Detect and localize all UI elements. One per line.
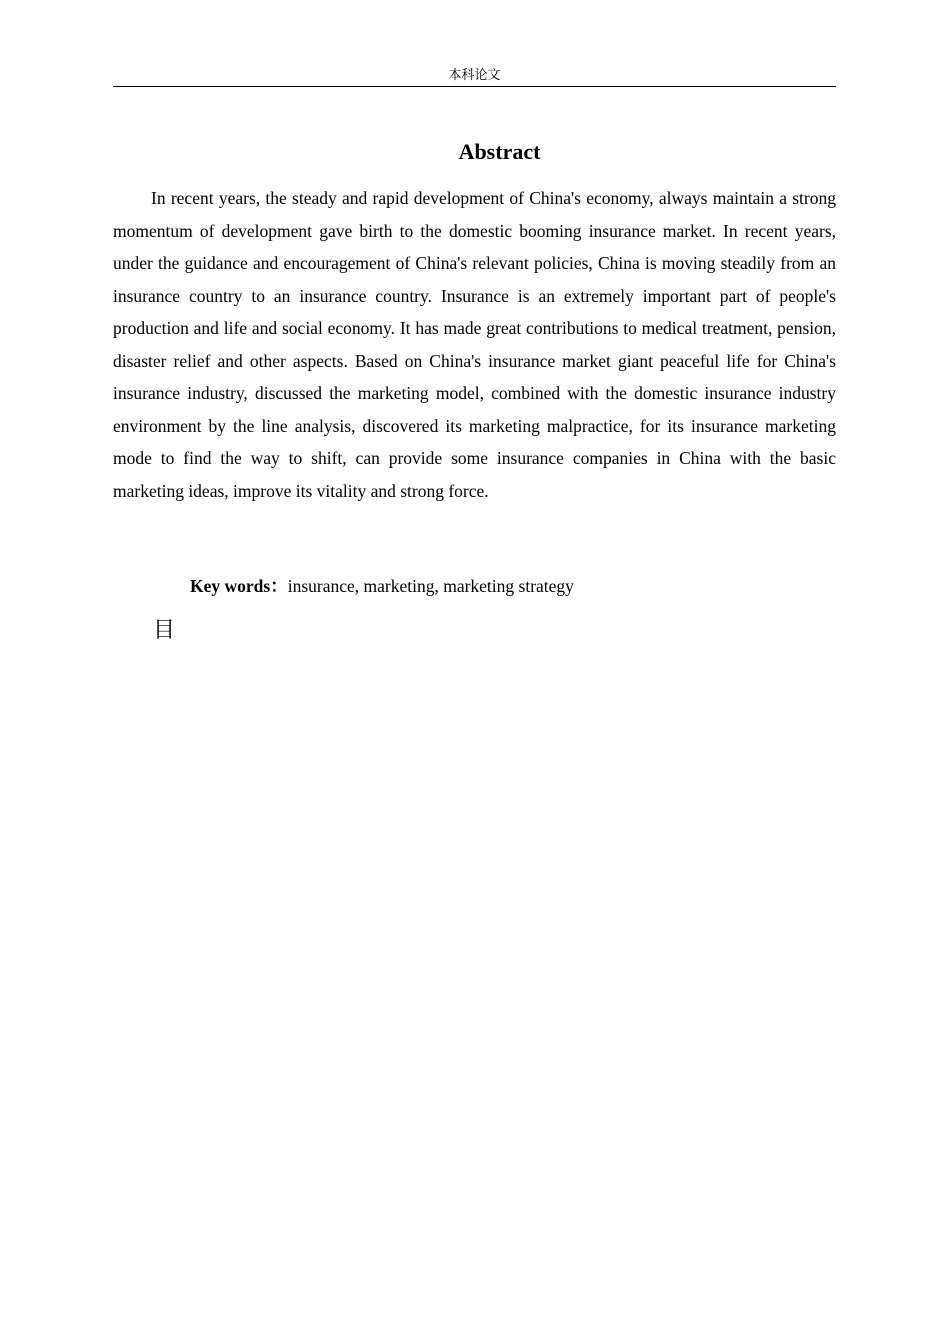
abstract-body: In recent years, the steady and rapid development of China's economy, always maintain a strong momentum of development gave birth to the domestic booming insurance market. In recent years, under the guidance and encouragement of China's relevant policies, China is moving steadily from an insurance country to an insurance country. Insurance is an extremely important part of people's production and life and social economy. It has made great contributions to medical treatment, pension, disaster relief and other aspects. Based on China's insurance market giant peaceful life for China's insurance industry, discussed the marketing model, combined with the domestic insurance industry environment by the line analysis, discovered its marketing malpractice, for its insurance marketing mode to find the way to shift, can provide some insurance companies in China with the basic marketing ideas, improve its vitality and strong force. — [113, 188, 836, 501]
abstract-title: Abstract — [458, 139, 541, 164]
page-header — [113, 66, 836, 87]
running-title: 本科论文 — [448, 68, 501, 83]
toc-heading-fragment: 目 — [153, 618, 176, 643]
keywords-line — [190, 572, 574, 600]
keywords-label: Key words： — [190, 576, 288, 596]
keywords-value: insurance, marketing, marketing strategy — [287, 576, 574, 596]
